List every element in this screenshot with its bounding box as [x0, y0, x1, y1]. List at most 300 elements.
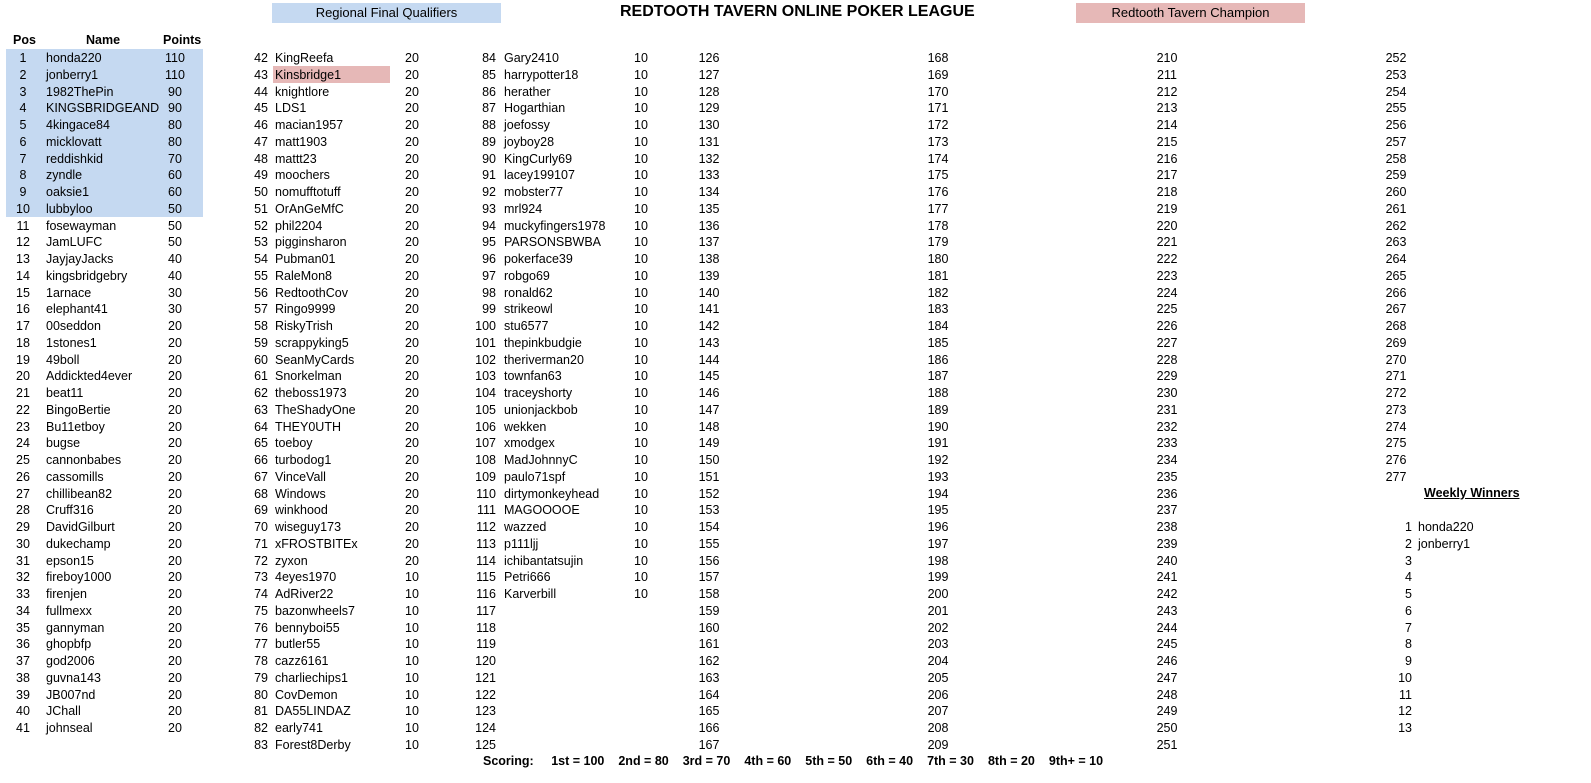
weekly-winner-pos: 9 — [1405, 654, 1412, 668]
table-row-pos: 32 — [16, 570, 30, 585]
table-row-points: 20 — [168, 419, 182, 434]
table-row-pos: 188 — [927, 386, 949, 400]
table-row-pos: 251 — [1156, 737, 1178, 752]
table-row-pos: 141 — [698, 302, 720, 317]
table-row-pos: 46 — [254, 118, 268, 132]
table-row-pos: 51 — [254, 201, 268, 216]
table-row-points: 20 — [405, 51, 419, 65]
table-row-pos: 201 — [927, 603, 949, 618]
table-row-points: 10 — [405, 721, 419, 735]
table-row-name: chillibean82 — [46, 486, 113, 501]
table-row-points: 10 — [634, 252, 648, 266]
table-row-name: 4eyes1970 — [275, 570, 337, 585]
table-row-points: 10 — [634, 319, 648, 333]
weekly-winner-pos: 2 — [1405, 536, 1412, 551]
table-row-points: 10 — [634, 67, 648, 82]
table-row-pos: 29 — [16, 520, 30, 534]
table-row-pos: 192 — [927, 453, 949, 467]
table-row-pos: 34 — [16, 603, 30, 618]
table-row-pos: 229 — [1156, 369, 1178, 384]
table-row-points: 20 — [168, 335, 182, 350]
table-row-pos: 82 — [254, 721, 268, 735]
table-row-pos: 52 — [254, 218, 268, 233]
table-row-points: 40 — [168, 268, 182, 283]
table-row-pos: 267 — [1385, 302, 1407, 317]
table-row-name: MadJohnnyC — [504, 453, 578, 467]
table-row-name: TheShadyOne — [275, 402, 356, 417]
table-row-pos: 197 — [927, 536, 949, 551]
table-row-pos: 233 — [1156, 436, 1178, 451]
table-row-pos: 159 — [698, 603, 720, 618]
table-row-points: 10 — [634, 168, 648, 183]
table-row-name: Snorkelman — [275, 369, 342, 384]
table-row-pos: 153 — [698, 503, 720, 518]
table-row-pos: 25 — [16, 453, 30, 467]
table-row-name: JB007nd — [46, 687, 96, 702]
table-row-pos: 1 — [19, 51, 27, 65]
table-row-points: 20 — [405, 235, 419, 250]
table-row-pos: 246 — [1156, 654, 1178, 668]
table-row-pos: 140 — [698, 285, 720, 300]
table-row-pos: 270 — [1385, 352, 1407, 367]
table-row-pos: 17 — [16, 319, 30, 333]
table-row-name: joyboy28 — [504, 134, 555, 149]
table-row-name: theboss1973 — [275, 386, 347, 400]
table-row-pos: 163 — [698, 670, 720, 685]
table-row-points: 20 — [405, 503, 419, 518]
weekly-winner-name: jonberry1 — [1418, 536, 1471, 551]
table-row-points: 20 — [405, 469, 419, 484]
table-row-pos: 174 — [927, 151, 949, 166]
table-row-pos: 16 — [16, 302, 30, 317]
table-row-pos: 109 — [475, 469, 496, 484]
table-row-points: 10 — [405, 704, 419, 719]
table-row-pos: 196 — [927, 520, 949, 534]
table-row-name: macian1957 — [275, 118, 344, 132]
points-header: Points — [163, 33, 202, 47]
table-row-name: beat11 — [46, 386, 84, 400]
table-row-pos: 199 — [927, 570, 949, 585]
table-row-pos: 145 — [698, 369, 720, 384]
table-row-pos: 118 — [476, 620, 496, 635]
table-row-points: 40 — [168, 252, 182, 266]
table-row-name: traceyshorty — [504, 386, 573, 400]
table-row-pos: 18 — [16, 335, 30, 350]
table-row-points: 10 — [634, 453, 648, 467]
table-row-pos: 116 — [476, 587, 496, 601]
table-row-pos: 216 — [1156, 151, 1178, 166]
table-row-points: 20 — [168, 402, 182, 417]
table-row-points: 80 — [168, 134, 182, 149]
table-row-pos: 235 — [1156, 469, 1178, 484]
scoring-item: 9th+ = 10 — [1048, 754, 1104, 768]
table-row-points: 20 — [405, 168, 419, 183]
table-row-pos: 105 — [475, 402, 496, 417]
weekly-winner-pos: 7 — [1405, 620, 1412, 635]
table-row-name: dukechamp — [46, 536, 111, 551]
table-row-pos: 139 — [698, 268, 720, 283]
table-row-points: 30 — [168, 302, 182, 317]
table-row-name: fullmexx — [46, 603, 92, 618]
table-row-pos: 28 — [16, 503, 30, 518]
table-row-name: ronald62 — [504, 285, 553, 300]
table-row-points: 20 — [168, 386, 182, 400]
table-row-points: 20 — [168, 670, 182, 685]
weekly-winner-pos: 1 — [1405, 520, 1412, 534]
table-row-name: cassomills — [46, 469, 104, 484]
table-row-pos: 99 — [482, 302, 496, 317]
table-row-pos: 75 — [254, 603, 268, 618]
table-row-pos: 204 — [927, 654, 949, 668]
table-row-pos: 114 — [476, 553, 496, 568]
table-row-pos: 146 — [698, 386, 720, 400]
table-row-pos: 115 — [476, 570, 496, 585]
table-row-name: zyxon — [275, 553, 308, 568]
table-row-points: 10 — [405, 637, 419, 652]
table-row-points: 20 — [405, 252, 419, 266]
table-row-pos: 107 — [475, 436, 496, 451]
table-row-pos: 152 — [698, 486, 720, 501]
table-row-pos: 261 — [1385, 201, 1407, 216]
table-row-name: Gary2410 — [504, 51, 559, 65]
table-row-name: fosewayman — [46, 218, 117, 233]
table-row-name: unionjackbob — [504, 402, 578, 417]
table-row-pos: 176 — [927, 185, 949, 199]
table-row-pos: 271 — [1385, 369, 1407, 384]
table-row-name: joefossy — [504, 118, 550, 132]
table-row-pos: 211 — [1157, 67, 1177, 82]
table-row-pos: 60 — [254, 352, 268, 367]
scoring-item: 2nd = 80 — [618, 754, 669, 768]
table-row-name: wekken — [504, 419, 547, 434]
table-row-pos: 84 — [482, 51, 496, 65]
table-row-pos: 182 — [927, 285, 949, 300]
table-row-name: ichibantatsujin — [504, 553, 584, 568]
table-row-name: RaleMon8 — [275, 268, 332, 283]
table-row-points: 10 — [634, 587, 648, 601]
weekly-winner-pos: 8 — [1405, 637, 1412, 652]
table-row-name: SeanMyCards — [275, 352, 355, 367]
table-row-pos: 126 — [698, 51, 720, 65]
table-row-pos: 101 — [475, 335, 496, 350]
table-row-name: Addickted4ever — [46, 369, 133, 384]
table-row-pos: 225 — [1156, 302, 1178, 317]
table-row-name: bazonwheels7 — [275, 603, 355, 618]
table-row-name: lubbyloo — [46, 201, 93, 216]
table-row-pos: 215 — [1156, 134, 1178, 149]
table-row-points: 10 — [634, 436, 648, 451]
table-row-points: 20 — [168, 553, 182, 568]
table-row-pos: 161 — [698, 637, 720, 652]
table-row-pos: 110 — [476, 486, 496, 501]
table-row-name: 00seddon — [46, 319, 101, 333]
table-row-name: cazz6161 — [275, 654, 329, 668]
table-row-pos: 132 — [698, 151, 720, 166]
table-row-pos: 80 — [254, 687, 268, 702]
table-row-name: knightlore — [275, 84, 330, 99]
table-row-points: 10 — [634, 51, 648, 65]
table-row-points: 10 — [634, 553, 648, 568]
table-row-pos: 220 — [1156, 218, 1178, 233]
table-row-points: 30 — [168, 285, 182, 300]
table-row-pos: 243 — [1156, 603, 1178, 618]
table-row-points: 20 — [405, 151, 419, 166]
table-row-pos: 250 — [1156, 721, 1178, 735]
table-row-pos: 208 — [927, 721, 949, 735]
table-row-name: CovDemon — [275, 687, 338, 702]
table-row-name: LDS1 — [275, 101, 307, 116]
table-row-pos: 4 — [19, 101, 27, 116]
table-row-pos: 100 — [475, 319, 496, 333]
table-row-points: 10 — [405, 654, 419, 668]
table-row-pos: 179 — [927, 235, 949, 250]
table-row-points: 10 — [634, 486, 648, 501]
table-row-name: mobster77 — [504, 185, 564, 199]
table-row-pos: 129 — [698, 101, 720, 116]
table-row-points: 20 — [405, 268, 419, 283]
table-row-pos: 256 — [1385, 118, 1407, 132]
table-row-pos: 142 — [698, 319, 720, 333]
table-row-pos: 187 — [927, 369, 949, 384]
table-row-pos: 222 — [1156, 252, 1178, 266]
table-row-points: 20 — [405, 486, 419, 501]
table-row-points: 10 — [405, 670, 419, 685]
table-row-pos: 19 — [16, 352, 30, 367]
table-row-name: zyndle — [46, 168, 83, 183]
table-row-name: butler55 — [275, 637, 321, 652]
table-row-name: bugse — [46, 436, 81, 451]
table-row-points: 20 — [168, 503, 182, 518]
table-row-name: OrAnGeMfC — [275, 201, 344, 216]
table-row-pos: 186 — [927, 352, 949, 367]
weekly-winner-pos: 5 — [1405, 587, 1412, 601]
table-row-pos: 203 — [927, 637, 949, 652]
table-row-name: mrl924 — [504, 201, 543, 216]
table-row-points: 20 — [405, 335, 419, 350]
table-row-pos: 160 — [698, 620, 720, 635]
table-row-name: xFROSTBITEx — [275, 536, 358, 551]
table-row-points: 10 — [634, 218, 648, 233]
table-row-pos: 190 — [927, 419, 949, 434]
table-row-points: 20 — [405, 84, 419, 99]
table-row-pos: 58 — [254, 319, 268, 333]
table-row-pos: 94 — [482, 218, 496, 233]
table-row-pos: 97 — [482, 268, 496, 283]
table-row-name: RedtoothCov — [275, 285, 348, 300]
table-row-pos: 195 — [927, 503, 949, 518]
table-row-pos: 45 — [254, 101, 268, 116]
table-row-name: ghopbfp — [46, 637, 92, 652]
table-row-pos: 66 — [254, 453, 268, 467]
table-row-name: toeboy — [275, 436, 313, 451]
table-row-points: 20 — [405, 67, 419, 82]
table-row-pos: 193 — [927, 469, 949, 484]
table-row-name: moochers — [275, 168, 330, 183]
table-row-pos: 181 — [927, 268, 949, 283]
table-row-pos: 224 — [1156, 285, 1178, 300]
table-row-name: townfan63 — [504, 369, 562, 384]
table-row-points: 10 — [634, 84, 648, 99]
table-row-name: guvna143 — [46, 670, 101, 685]
table-row-points: 20 — [405, 386, 419, 400]
table-row-name: scrappyking5 — [275, 335, 349, 350]
table-row-pos: 232 — [1156, 419, 1178, 434]
table-row-points: 20 — [168, 469, 182, 484]
table-row-points: 20 — [405, 553, 419, 568]
table-row-pos: 14 — [16, 268, 30, 283]
table-row-pos: 253 — [1385, 67, 1407, 82]
table-row-pos: 169 — [927, 67, 949, 82]
table-row-name: pokerface39 — [504, 252, 573, 266]
table-row-name: charliechips1 — [275, 670, 348, 685]
table-row-points: 10 — [634, 402, 648, 417]
table-row-points: 20 — [405, 302, 419, 317]
table-row-name: muckyfingers1978 — [504, 218, 606, 233]
table-row-pos: 33 — [16, 587, 30, 601]
table-row-points: 20 — [168, 603, 182, 618]
table-row-pos: 171 — [927, 101, 949, 116]
weekly-winner-pos: 6 — [1405, 603, 1412, 618]
table-row-pos: 209 — [927, 737, 949, 752]
table-row-pos: 274 — [1385, 419, 1407, 434]
table-row-pos: 239 — [1156, 536, 1178, 551]
table-row-pos: 20 — [16, 369, 30, 384]
table-row-name: Windows — [275, 486, 326, 501]
table-row-name: 49boll — [46, 352, 80, 367]
table-row-name: xmodgex — [504, 436, 555, 451]
table-row-points: 10 — [634, 134, 648, 149]
champion-header: Redtooth Tavern Champion — [1076, 3, 1305, 23]
table-row-name: PARSONSBWBA — [504, 235, 602, 250]
table-row-pos: 71 — [254, 536, 268, 551]
table-row-pos: 79 — [254, 670, 268, 685]
table-row-name: reddishkid — [46, 151, 103, 166]
table-row-name: phil2204 — [275, 218, 323, 233]
table-row-pos: 69 — [254, 503, 268, 518]
table-row-pos: 144 — [698, 352, 720, 367]
table-row-points: 20 — [405, 134, 419, 149]
table-row-pos: 57 — [254, 302, 268, 317]
table-row-points: 10 — [405, 620, 419, 635]
table-row-points: 80 — [168, 118, 182, 132]
table-row-name: JamLUFC — [46, 235, 103, 250]
table-row-pos: 137 — [698, 235, 720, 250]
table-row-pos: 184 — [927, 319, 949, 333]
table-row-points: 10 — [405, 737, 419, 752]
table-row-pos: 167 — [698, 737, 720, 752]
table-row-name: p111ljj — [504, 536, 539, 551]
table-row-pos: 2 — [19, 67, 27, 82]
table-row-pos: 111 — [476, 503, 496, 518]
table-row-pos: 106 — [475, 419, 496, 434]
table-row-pos: 23 — [16, 419, 30, 434]
table-row-pos: 135 — [698, 201, 720, 216]
table-row-pos: 77 — [254, 637, 268, 652]
table-row-pos: 3 — [19, 84, 27, 99]
table-row-pos: 6 — [19, 134, 27, 149]
table-row-pos: 254 — [1385, 84, 1407, 99]
table-row-pos: 151 — [698, 469, 720, 484]
table-row-name: Kinsbridge1 — [275, 67, 342, 82]
table-row-pos: 86 — [482, 84, 496, 99]
table-row-pos: 78 — [254, 654, 268, 668]
weekly-winner-pos: 10 — [1398, 670, 1412, 685]
table-row-pos: 85 — [482, 67, 496, 82]
table-row-pos: 245 — [1156, 637, 1178, 652]
table-row-name: VinceVall — [275, 469, 326, 484]
table-row-points: 20 — [168, 536, 182, 551]
regional-qualifiers-header: Regional Final Qualifiers — [272, 3, 501, 23]
table-row-points: 10 — [634, 369, 648, 384]
weekly-winner-pos: 11 — [1399, 687, 1412, 702]
table-row-pos: 183 — [927, 302, 949, 317]
table-row-pos: 103 — [475, 369, 496, 384]
table-row-points: 50 — [168, 218, 182, 233]
table-row-pos: 73 — [254, 570, 268, 585]
table-row-name: Ringo9999 — [275, 302, 336, 317]
table-row-pos: 178 — [927, 218, 949, 233]
table-row-name: bennyboi55 — [275, 620, 340, 635]
table-row-points: 10 — [634, 503, 648, 518]
table-row-name: Karverbill — [504, 587, 557, 601]
scoring-items — [551, 754, 1117, 768]
table-row-pos: 166 — [698, 721, 720, 735]
table-row-points: 60 — [168, 168, 182, 183]
table-row-pos: 81 — [254, 704, 268, 719]
table-row-pos: 175 — [927, 168, 949, 183]
table-row-points: 10 — [634, 419, 648, 434]
table-row-pos: 15 — [16, 285, 30, 300]
table-row-pos: 44 — [254, 84, 268, 99]
table-row-pos: 221 — [1156, 235, 1178, 250]
table-row-pos: 210 — [1156, 51, 1178, 65]
table-row-pos: 259 — [1385, 168, 1407, 183]
table-row-points: 10 — [405, 603, 419, 618]
table-row-points: 10 — [405, 570, 419, 585]
table-row-pos: 89 — [482, 134, 496, 149]
weekly-winner-pos: 4 — [1405, 570, 1412, 585]
table-row-pos: 50 — [254, 185, 268, 199]
table-row-name: KingCurly69 — [504, 151, 573, 166]
table-row-points: 20 — [168, 654, 182, 668]
scoring-item: 5th = 50 — [805, 754, 853, 768]
table-row-name: wazzed — [504, 520, 547, 534]
table-row-pos: 38 — [16, 670, 30, 685]
table-row-points: 20 — [405, 285, 419, 300]
table-row-pos: 121 — [475, 670, 496, 685]
table-row-pos: 263 — [1385, 235, 1407, 250]
table-row-points: 20 — [405, 319, 419, 333]
table-row-pos: 98 — [482, 285, 496, 300]
scoring-label: Scoring: — [483, 754, 534, 768]
table-row-pos: 104 — [475, 386, 496, 400]
table-row-name: elephant41 — [46, 302, 108, 317]
table-row-name: robgo69 — [504, 268, 550, 283]
table-row-pos: 48 — [254, 151, 268, 166]
table-row-points: 20 — [405, 369, 419, 384]
table-row-points: 20 — [168, 486, 182, 501]
table-row-name: Pubman01 — [275, 252, 336, 266]
table-row-pos: 177 — [927, 201, 949, 216]
table-row-pos: 150 — [698, 453, 720, 467]
table-row-name: mattt23 — [275, 151, 317, 166]
table-row-pos: 217 — [1156, 168, 1178, 183]
table-row-pos: 93 — [482, 201, 496, 216]
table-row-pos: 194 — [927, 486, 949, 501]
table-row-name: JChall — [46, 704, 81, 719]
table-row-name: nomufftotuff — [275, 185, 341, 199]
table-row-pos: 189 — [927, 402, 949, 417]
